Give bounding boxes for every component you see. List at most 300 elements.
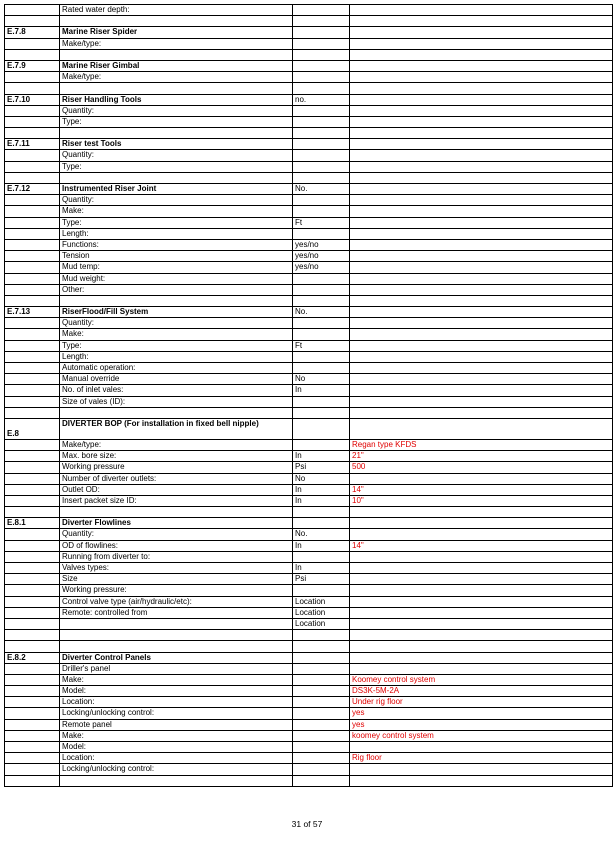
value-cell — [350, 49, 613, 60]
value-cell — [350, 418, 613, 439]
section-code-cell — [5, 529, 60, 540]
value-cell — [350, 60, 613, 71]
table-row — [5, 585, 613, 596]
table-row — [5, 16, 613, 27]
section-header-row — [5, 139, 613, 150]
unit-cell — [293, 363, 350, 374]
item-label-cell: Model: — [60, 742, 293, 753]
item-label-cell — [60, 128, 293, 139]
section-code-cell — [5, 262, 60, 273]
unit-cell — [293, 652, 350, 663]
value-cell — [350, 128, 613, 139]
unit-cell — [293, 507, 350, 518]
table-row — [5, 753, 613, 764]
unit-cell: Ft — [293, 340, 350, 351]
section-code-cell — [5, 462, 60, 473]
value-cell — [350, 351, 613, 362]
item-label-cell: Control valve type (air/hydraulic/etc): — [60, 596, 293, 607]
item-label-cell: Length: — [60, 351, 293, 362]
item-label-cell — [60, 295, 293, 306]
value-cell — [350, 251, 613, 262]
item-label-cell — [60, 775, 293, 786]
unit-cell: Psi — [293, 574, 350, 585]
unit-cell — [293, 195, 350, 206]
value-cell — [350, 473, 613, 484]
section-code-cell: E.7.12 — [5, 184, 60, 195]
item-label-cell: Diverter Control Panels — [60, 652, 293, 663]
section-code-cell — [5, 351, 60, 362]
section-code-cell — [5, 16, 60, 27]
section-code-cell — [5, 585, 60, 596]
unit-cell: In — [293, 495, 350, 506]
item-label-cell: Quantity: — [60, 318, 293, 329]
table-row — [5, 462, 613, 473]
unit-cell — [293, 742, 350, 753]
unit-cell — [293, 83, 350, 94]
item-label-cell: Riser Handling Tools — [60, 94, 293, 105]
unit-cell — [293, 641, 350, 652]
item-label-cell: Max. bore size: — [60, 451, 293, 462]
value-cell — [350, 529, 613, 540]
item-label-cell: Make: — [60, 674, 293, 685]
item-label-cell: Working pressure: — [60, 585, 293, 596]
section-code-cell — [5, 340, 60, 351]
unit-cell — [293, 585, 350, 596]
unit-cell — [293, 674, 350, 685]
value-cell — [350, 652, 613, 663]
section-code-cell — [5, 484, 60, 495]
section-code-cell — [5, 49, 60, 60]
unit-cell — [293, 708, 350, 719]
item-label-cell: Location: — [60, 697, 293, 708]
value-cell — [350, 228, 613, 239]
item-label-cell: RiserFlood/Fill System — [60, 307, 293, 318]
section-code-cell — [5, 172, 60, 183]
section-code-cell: E.7.13 — [5, 307, 60, 318]
item-label-cell: Length: — [60, 228, 293, 239]
table-row — [5, 262, 613, 273]
item-label-cell: Automatic operation: — [60, 363, 293, 374]
unit-cell — [293, 128, 350, 139]
item-label-cell — [60, 641, 293, 652]
table-row — [5, 363, 613, 374]
item-label-cell: Functions: — [60, 239, 293, 250]
item-label-cell: Tension — [60, 251, 293, 262]
section-code-cell — [5, 540, 60, 551]
value-cell — [350, 518, 613, 529]
section-code-cell — [5, 150, 60, 161]
unit-cell — [293, 116, 350, 127]
section-code-cell — [5, 507, 60, 518]
value-cell — [350, 273, 613, 284]
section-code-cell — [5, 663, 60, 674]
equipment-spec-table — [4, 4, 613, 787]
section-code-cell: E.8.1 — [5, 518, 60, 529]
unit-cell — [293, 161, 350, 172]
table-row — [5, 407, 613, 418]
item-label-cell: Make/type: — [60, 439, 293, 450]
unit-cell — [293, 318, 350, 329]
item-label-cell: Manual override — [60, 374, 293, 385]
page-number: 31 of 57 — [291, 819, 323, 829]
section-code-cell — [5, 385, 60, 396]
section-code-cell — [5, 753, 60, 764]
unit-cell — [293, 630, 350, 641]
section-header-row — [5, 184, 613, 195]
item-label-cell — [60, 618, 293, 629]
section-code-cell — [5, 574, 60, 585]
unit-cell — [293, 329, 350, 340]
item-label-cell: Quantity: — [60, 529, 293, 540]
item-label-cell: Locking/unlocking control: — [60, 764, 293, 775]
section-code-cell — [5, 742, 60, 753]
item-label-cell: Size of vales (ID): — [60, 396, 293, 407]
section-code-cell — [5, 239, 60, 250]
section-code-cell — [5, 764, 60, 775]
value-cell — [350, 329, 613, 340]
unit-cell: In — [293, 563, 350, 574]
unit-cell: In — [293, 385, 350, 396]
value-cell — [350, 363, 613, 374]
unit-cell: In — [293, 451, 350, 462]
unit-cell: no. — [293, 94, 350, 105]
unit-cell — [293, 105, 350, 116]
table-row — [5, 529, 613, 540]
table-row — [5, 239, 613, 250]
value-cell — [350, 206, 613, 217]
unit-cell: No. — [293, 529, 350, 540]
value-cell — [350, 195, 613, 206]
section-code-cell — [5, 105, 60, 116]
section-header-row — [5, 518, 613, 529]
item-label-cell: Quantity: — [60, 150, 293, 161]
table-row — [5, 641, 613, 652]
section-code-cell — [5, 451, 60, 462]
value-cell — [350, 507, 613, 518]
section-code-cell — [5, 686, 60, 697]
item-label-cell: Insert packet size ID: — [60, 495, 293, 506]
value-cell — [350, 16, 613, 27]
table-row — [5, 451, 613, 462]
unit-cell — [293, 775, 350, 786]
value-cell — [350, 217, 613, 228]
table-row — [5, 697, 613, 708]
unit-cell: Psi — [293, 462, 350, 473]
table-row — [5, 228, 613, 239]
item-label-cell: Location: — [60, 753, 293, 764]
item-label-cell: Running from diverter to: — [60, 551, 293, 562]
table-row — [5, 551, 613, 562]
unit-cell — [293, 663, 350, 674]
unit-cell: Ft — [293, 217, 350, 228]
item-label-cell: Make: — [60, 206, 293, 217]
item-label-cell: Remote: controlled from — [60, 607, 293, 618]
section-code-cell — [5, 5, 60, 16]
value-cell — [350, 161, 613, 172]
table-row — [5, 630, 613, 641]
unit-cell: yes/no — [293, 251, 350, 262]
section-code-cell — [5, 273, 60, 284]
table-row — [5, 540, 613, 551]
table-row — [5, 340, 613, 351]
value-cell — [350, 318, 613, 329]
section-code-cell — [5, 730, 60, 741]
section-code-cell — [5, 329, 60, 340]
unit-cell: No. — [293, 307, 350, 318]
unit-cell — [293, 16, 350, 27]
value-cell — [350, 105, 613, 116]
value-cell — [350, 72, 613, 83]
table-row — [5, 775, 613, 786]
item-label-cell: Marine Riser Gimbal — [60, 60, 293, 71]
section-code-cell: E.7.8 — [5, 27, 60, 38]
unit-cell — [293, 518, 350, 529]
section-code-cell — [5, 641, 60, 652]
value-cell — [350, 150, 613, 161]
value-cell — [350, 641, 613, 652]
section-code-cell — [5, 195, 60, 206]
table-row — [5, 206, 613, 217]
section-code-cell — [5, 363, 60, 374]
value-cell — [350, 551, 613, 562]
value-cell — [350, 172, 613, 183]
item-label-cell: Model: — [60, 686, 293, 697]
section-header-row — [5, 307, 613, 318]
table-row — [5, 607, 613, 618]
value-cell — [350, 396, 613, 407]
table-row — [5, 128, 613, 139]
unit-cell — [293, 764, 350, 775]
value-cell: Regan type KFDS — [350, 439, 613, 450]
value-cell: koomey control system — [350, 730, 613, 741]
value-cell: 500 — [350, 462, 613, 473]
item-label-cell — [60, 172, 293, 183]
table-row — [5, 507, 613, 518]
section-code-cell — [5, 495, 60, 506]
section-code-cell — [5, 128, 60, 139]
table-row — [5, 329, 613, 340]
value-cell — [350, 585, 613, 596]
table-row — [5, 5, 613, 16]
item-label-cell: Quantity: — [60, 195, 293, 206]
table-row — [5, 49, 613, 60]
section-code-cell — [5, 217, 60, 228]
table-row — [5, 439, 613, 450]
item-label-cell: Make: — [60, 329, 293, 340]
unit-cell: No — [293, 473, 350, 484]
section-code-cell — [5, 618, 60, 629]
item-label-cell: Make/type: — [60, 38, 293, 49]
item-label-cell: Rated water depth: — [60, 5, 293, 16]
unit-cell — [293, 139, 350, 150]
item-label-cell: Make: — [60, 730, 293, 741]
unit-cell — [293, 686, 350, 697]
section-code-cell — [5, 607, 60, 618]
section-code-cell — [5, 83, 60, 94]
table-row — [5, 273, 613, 284]
value-cell: DS3K-5M-2A — [350, 686, 613, 697]
section-code-cell — [5, 284, 60, 295]
value-cell — [350, 742, 613, 753]
section-header-row — [5, 94, 613, 105]
value-cell — [350, 574, 613, 585]
unit-cell — [293, 284, 350, 295]
item-label-cell: Other: — [60, 284, 293, 295]
table-row — [5, 674, 613, 685]
item-label-cell: Type: — [60, 161, 293, 172]
item-label-cell — [60, 49, 293, 60]
value-cell — [350, 116, 613, 127]
table-row — [5, 663, 613, 674]
section-code-cell — [5, 674, 60, 685]
section-code-cell — [5, 630, 60, 641]
item-label-cell: Working pressure — [60, 462, 293, 473]
unit-cell: Location — [293, 596, 350, 607]
table-row — [5, 563, 613, 574]
value-cell — [350, 83, 613, 94]
section-code-cell: E.7.9 — [5, 60, 60, 71]
unit-cell — [293, 49, 350, 60]
value-cell: yes — [350, 708, 613, 719]
section-code-cell — [5, 407, 60, 418]
table-row — [5, 484, 613, 495]
table-row — [5, 38, 613, 49]
item-label-cell: Valves types: — [60, 563, 293, 574]
value-cell — [350, 307, 613, 318]
item-label-cell: Type: — [60, 340, 293, 351]
section-header-row — [5, 652, 613, 663]
value-cell — [350, 385, 613, 396]
value-cell: 10" — [350, 495, 613, 506]
section-code-cell — [5, 439, 60, 450]
section-code-cell — [5, 38, 60, 49]
value-cell — [350, 27, 613, 38]
unit-cell — [293, 38, 350, 49]
unit-cell — [293, 351, 350, 362]
table-row — [5, 105, 613, 116]
value-cell: Rig floor — [350, 753, 613, 764]
value-cell — [350, 239, 613, 250]
value-cell — [350, 663, 613, 674]
section-code-cell — [5, 551, 60, 562]
value-cell — [350, 262, 613, 273]
item-label-cell: Locking/unlocking control: — [60, 708, 293, 719]
item-label-cell: Type: — [60, 217, 293, 228]
table-row — [5, 284, 613, 295]
item-label-cell — [60, 630, 293, 641]
value-cell — [350, 340, 613, 351]
unit-cell: No — [293, 374, 350, 385]
unit-cell — [293, 730, 350, 741]
unit-cell — [293, 228, 350, 239]
item-label-cell: Driller's panel — [60, 663, 293, 674]
unit-cell — [293, 150, 350, 161]
item-label-cell: Type: — [60, 116, 293, 127]
unit-cell — [293, 273, 350, 284]
section-code-cell — [5, 473, 60, 484]
table-row — [5, 116, 613, 127]
item-label-cell: Outlet OD: — [60, 484, 293, 495]
unit-cell — [293, 719, 350, 730]
unit-cell — [293, 172, 350, 183]
section-code-cell — [5, 697, 60, 708]
unit-cell — [293, 72, 350, 83]
section-code-cell — [5, 563, 60, 574]
unit-cell — [293, 396, 350, 407]
section-code-cell — [5, 72, 60, 83]
item-label-cell: Number of diverter outlets: — [60, 473, 293, 484]
value-cell — [350, 407, 613, 418]
table-row — [5, 295, 613, 306]
table-row — [5, 730, 613, 741]
value-cell: Under rig floor — [350, 697, 613, 708]
item-label-cell — [60, 83, 293, 94]
table-row — [5, 195, 613, 206]
table-body — [5, 5, 613, 787]
unit-cell — [293, 60, 350, 71]
value-cell — [350, 5, 613, 16]
section-code-cell — [5, 708, 60, 719]
section-code-cell — [5, 596, 60, 607]
table-row — [5, 172, 613, 183]
value-cell — [350, 184, 613, 195]
value-cell — [350, 596, 613, 607]
section-header-row — [5, 27, 613, 38]
unit-cell: Location — [293, 607, 350, 618]
value-cell: Koomey control system — [350, 674, 613, 685]
section-code-cell: E.7.11 — [5, 139, 60, 150]
table-row — [5, 764, 613, 775]
unit-cell — [293, 295, 350, 306]
table-row — [5, 719, 613, 730]
value-cell: 21" — [350, 451, 613, 462]
item-label-cell — [60, 16, 293, 27]
item-label-cell: Remote panel — [60, 719, 293, 730]
section-code-cell — [5, 775, 60, 786]
section-code-cell — [5, 396, 60, 407]
section-header-row — [5, 418, 613, 439]
table-row — [5, 686, 613, 697]
unit-cell: yes/no — [293, 239, 350, 250]
section-code-cell — [5, 206, 60, 217]
section-code-cell — [5, 161, 60, 172]
unit-cell: Location — [293, 618, 350, 629]
unit-cell — [293, 418, 350, 439]
section-code-cell — [5, 295, 60, 306]
item-label-cell: Size — [60, 574, 293, 585]
table-row — [5, 217, 613, 228]
item-label-cell: DIVERTER BOP (For installation in fixed bell nipple) — [60, 418, 293, 439]
item-label-cell: Mud temp: — [60, 262, 293, 273]
item-label-cell: Diverter Flowlines — [60, 518, 293, 529]
table-row — [5, 396, 613, 407]
item-label-cell: Instrumented Riser Joint — [60, 184, 293, 195]
table-row — [5, 351, 613, 362]
table-row — [5, 251, 613, 262]
unit-cell — [293, 753, 350, 764]
value-cell — [350, 284, 613, 295]
unit-cell — [293, 5, 350, 16]
table-row — [5, 318, 613, 329]
table-row — [5, 708, 613, 719]
table-row — [5, 374, 613, 385]
table-row — [5, 596, 613, 607]
item-label-cell — [60, 407, 293, 418]
unit-cell: In — [293, 540, 350, 551]
section-code-cell — [5, 318, 60, 329]
value-cell — [350, 139, 613, 150]
unit-cell — [293, 439, 350, 450]
